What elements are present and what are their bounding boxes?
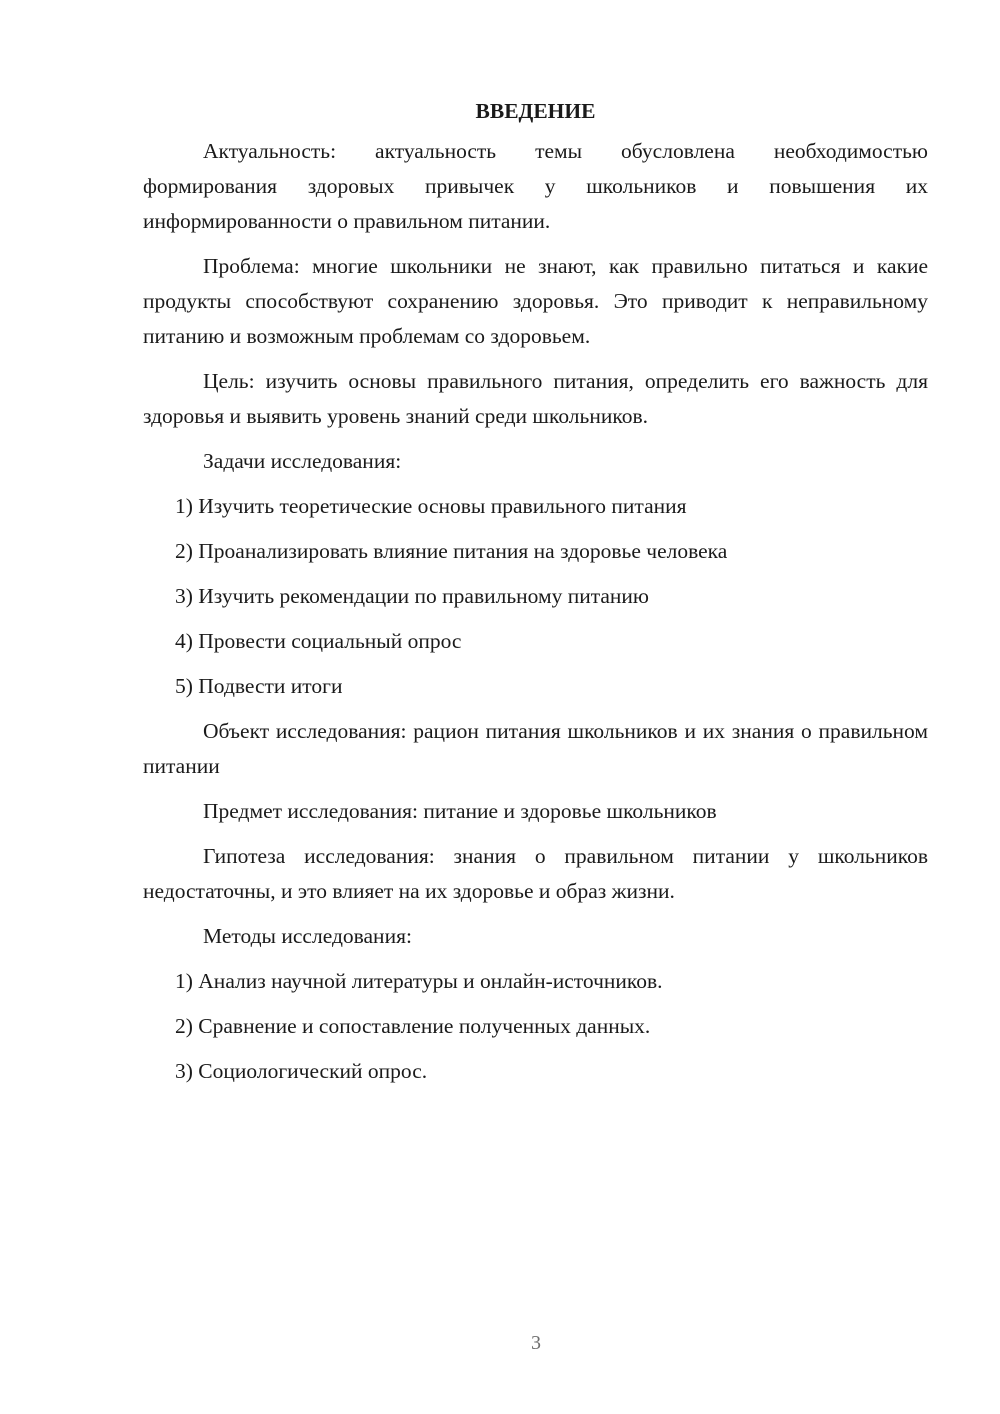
list-item: 4) Провести социальный опрос xyxy=(175,629,462,653)
goal-paragraph: Цель: изучить основы правильного питания, определить его важность для здоровья и выявить уровень знаний среди школьников. xyxy=(143,369,928,428)
problem-paragraph: Проблема: многие школьники не знают, как правильно питаться и какие продукты способствуют сохранению здоровья. Это приводит к неправильному питанию и возможным проблемам со здоровьем. xyxy=(143,254,928,348)
methods-heading: Методы исследования: xyxy=(203,924,412,948)
subject-paragraph: Предмет исследования: питание и здоровье школьников xyxy=(203,799,717,823)
list-item: 5) Подвести итоги xyxy=(175,674,343,698)
section-title: ВВЕДЕНИЕ xyxy=(475,99,596,123)
list-item: 3) Изучить рекомендации по правильному питанию xyxy=(175,584,649,608)
list-item: 1) Изучить теоретические основы правильного питания xyxy=(175,494,687,518)
object-paragraph: Объект исследования: рацион питания школьников и их знания о правильном питании xyxy=(143,719,928,778)
tasks-heading: Задачи исследования: xyxy=(203,449,402,473)
list-item: 2) Проанализировать влияние питания на здоровье человека xyxy=(175,539,728,563)
list-item: 2) Сравнение и сопоставление полученных данных. xyxy=(175,1014,651,1038)
relevance-paragraph: Актуальность: актуальность темы обусловлена необходимостью формирования здоровых привычек у школьников и повышения их информированности о правильном питании. xyxy=(143,139,928,233)
page-content xyxy=(143,96,928,1099)
methods-list xyxy=(143,964,928,1089)
hypothesis-paragraph: Гипотеза исследования: знания о правильном питании у школьников недостаточны, и это влияет на их здоровье и образ жизни. xyxy=(143,844,928,903)
page-number: 3 xyxy=(531,1332,541,1354)
tasks-list xyxy=(143,489,928,704)
list-item: 3) Социологический опрос. xyxy=(175,1059,428,1083)
list-item: 1) Анализ научной литературы и онлайн-источников. xyxy=(175,969,663,993)
